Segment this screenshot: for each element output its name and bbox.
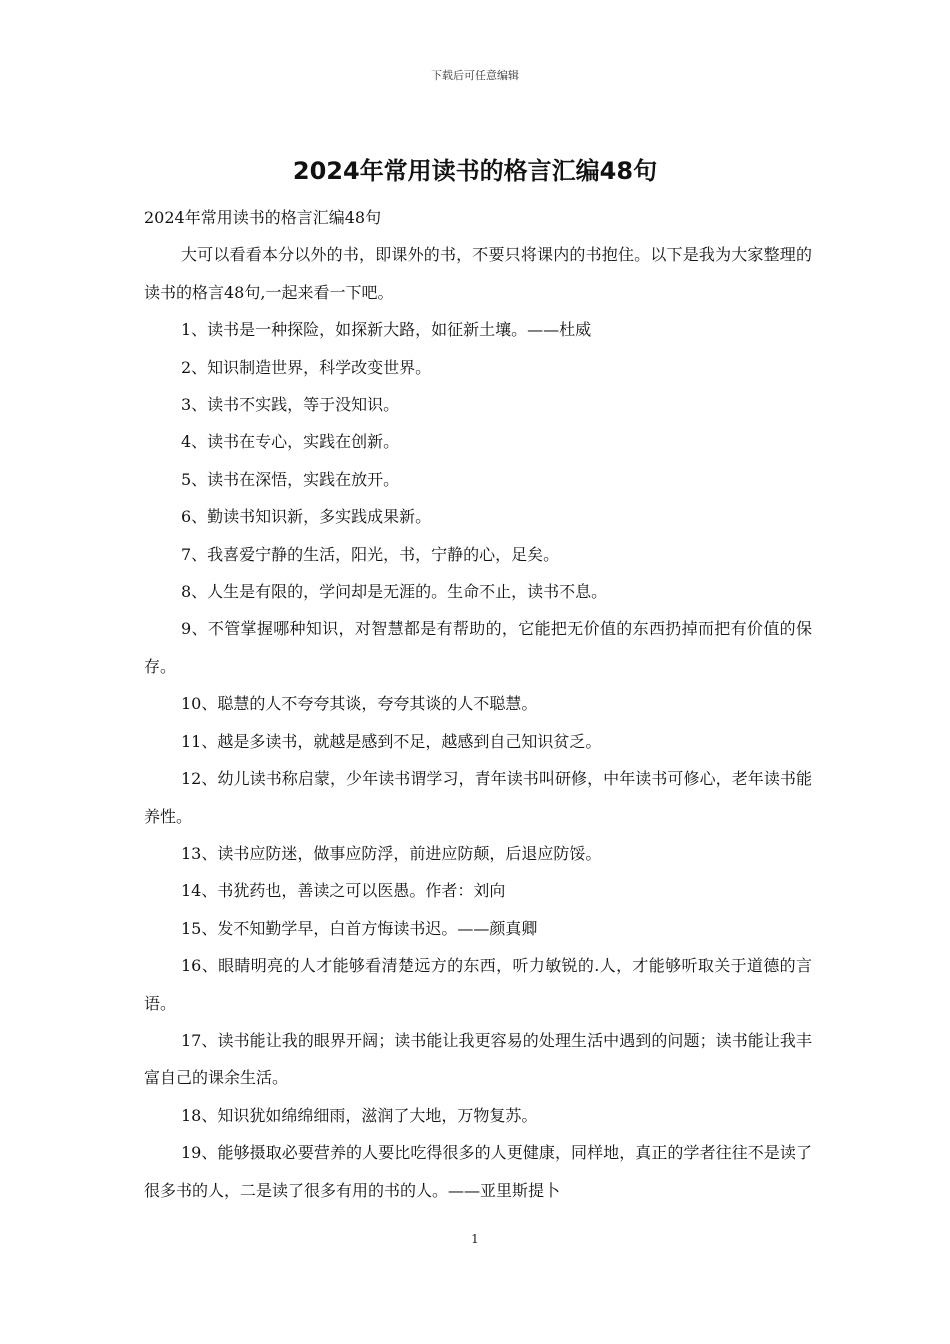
quote-item: 9、不管掌握哪种知识，对智慧都是有帮助的，它能把无价值的东西扔掉而把有价值的保存。 bbox=[144, 619, 812, 676]
quote-item: 12、幼儿读书称启蒙，少年读书谓学习，青年读书叫研修，中年读书可修心，老年读书能养性。 bbox=[144, 769, 812, 826]
quote-item: 3、读书不实践，等于没知识。 bbox=[181, 395, 400, 415]
quote-item: 7、我喜爱宁静的生活，阳光，书，宁静的心，足矣。 bbox=[181, 544, 560, 564]
quote-item: 15、发不知勤学早，白首方悔读书迟。——颜真卿 bbox=[181, 918, 538, 938]
quote-item: 4、读书在专心，实践在创新。 bbox=[181, 432, 400, 452]
quote-item: 16、眼睛明亮的人才能够看清楚远方的东西，听力敏锐的.人，才能够听取关于道德的言语。 bbox=[144, 956, 812, 1013]
page-header-note: 下载后可任意编辑 bbox=[431, 69, 519, 82]
quote-item: 5、读书在深悟，实践在放开。 bbox=[181, 469, 400, 489]
document-body bbox=[144, 199, 812, 1209]
intro-paragraph: 大可以看看本分以外的书，即课外的书，不要只将课内的书抱住。以下是我为大家整理的读书的格言48句,一起来看一下吧。 bbox=[144, 245, 812, 302]
quote-item: 2、知识制造世界，科学改变世界。 bbox=[181, 357, 432, 377]
page-number: 1 bbox=[471, 1232, 479, 1246]
quote-item: 13、读书应防迷，做事应防浮，前进应防颠，后退应防馁。 bbox=[181, 843, 602, 863]
quote-item: 8、人生是有限的，学问却是无涯的。生命不止，读书不息。 bbox=[181, 582, 608, 602]
quote-item: 19、能够摄取必要营养的人要比吃得很多的人更健康，同样地，真正的学者往往不是读了很多书的人，二是读了很多有用的书的人。——亚里斯提卜 bbox=[144, 1143, 812, 1200]
document-title: 2024年常用读书的格言汇编48句 bbox=[292, 157, 658, 185]
quote-item: 10、聪慧的人不夸夸其谈，夸夸其谈的人不聪慧。 bbox=[181, 694, 538, 714]
quote-item: 17、读书能让我的眼界开阔；读书能让我更容易的处理生活中遇到的问题；读书能让我丰富自己的课余生活。 bbox=[144, 1030, 812, 1088]
quote-item: 6、勤读书知识新，多实践成果新。 bbox=[181, 507, 432, 527]
quote-item: 14、书犹药也，善读之可以医愚。作者：刘向 bbox=[181, 881, 506, 901]
document-subtitle: 2024年常用读书的格言汇编48句 bbox=[144, 208, 382, 227]
quote-item: 18、知识犹如绵绵细雨，滋润了大地，万物复苏。 bbox=[181, 1105, 538, 1125]
quote-item: 1、读书是一种探险，如探新大路，如征新土壤。——杜威 bbox=[181, 320, 592, 340]
quote-item: 11、越是多读书，就越是感到不足，越感到自己知识贫乏。 bbox=[181, 731, 602, 751]
